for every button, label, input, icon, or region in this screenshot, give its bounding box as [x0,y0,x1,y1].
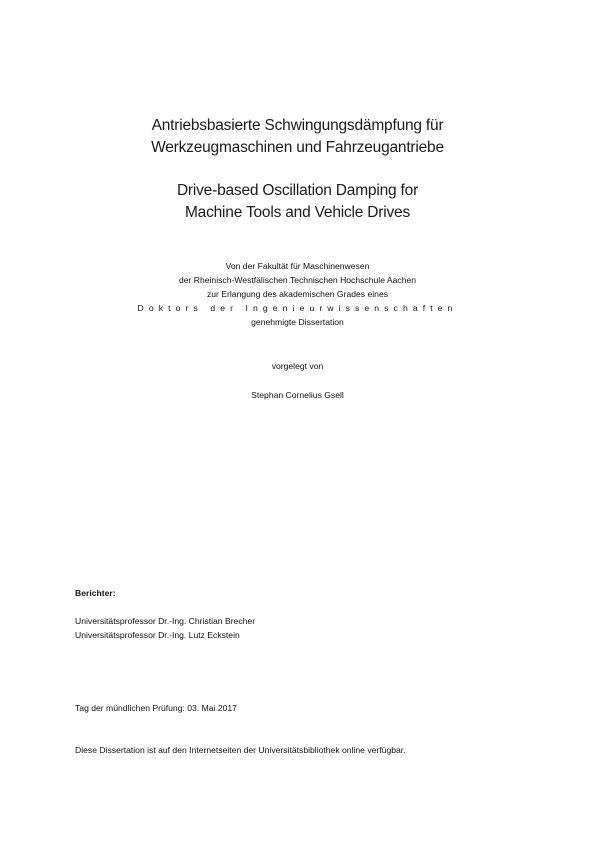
reviewer-1: Universitätsprofessor Dr.-Ing. Christian Brecher [75,616,256,626]
author-name: Stephan Cornelius Gsell [251,390,344,400]
english-title-line-1: Drive-based Oscillation Damping for [176,182,419,199]
german-title-line-2: Werkzeugmaschinen und Fahrzeugantriebe [151,139,444,156]
reviewer-2: Universitätsprofessor Dr.-Ing. Lutz Eckstein [75,630,240,640]
english-title-line-2: Machine Tools and Vehicle Drives [184,204,411,221]
german-title-line-1: Antriebsbasierte Schwingungsdämpfung für [151,117,444,134]
degree-title: Doktors der Ingenieurwissenschaften [137,303,458,313]
faculty-line-2: der Rheinisch-Westfälischen Technischen Hochschule Aachen [178,275,417,285]
faculty-line-3: zur Erlangung des akademischen Grades eines [206,289,389,299]
faculty-line-5: genehmigte Dissertation [251,317,344,327]
faculty-line-1: Von der Fakultät für Maschinenwesen [225,261,370,271]
presented-by-label: vorgelegt von [271,361,324,371]
reviewers-heading: Berichter: [75,588,116,598]
availability-note: Diese Dissertation ist auf den Internetseiten der Universitätsbibliothek online verfügbar. [75,745,406,755]
exam-date: Tag der mündlichen Prüfung: 03. Mai 2017 [75,703,237,713]
